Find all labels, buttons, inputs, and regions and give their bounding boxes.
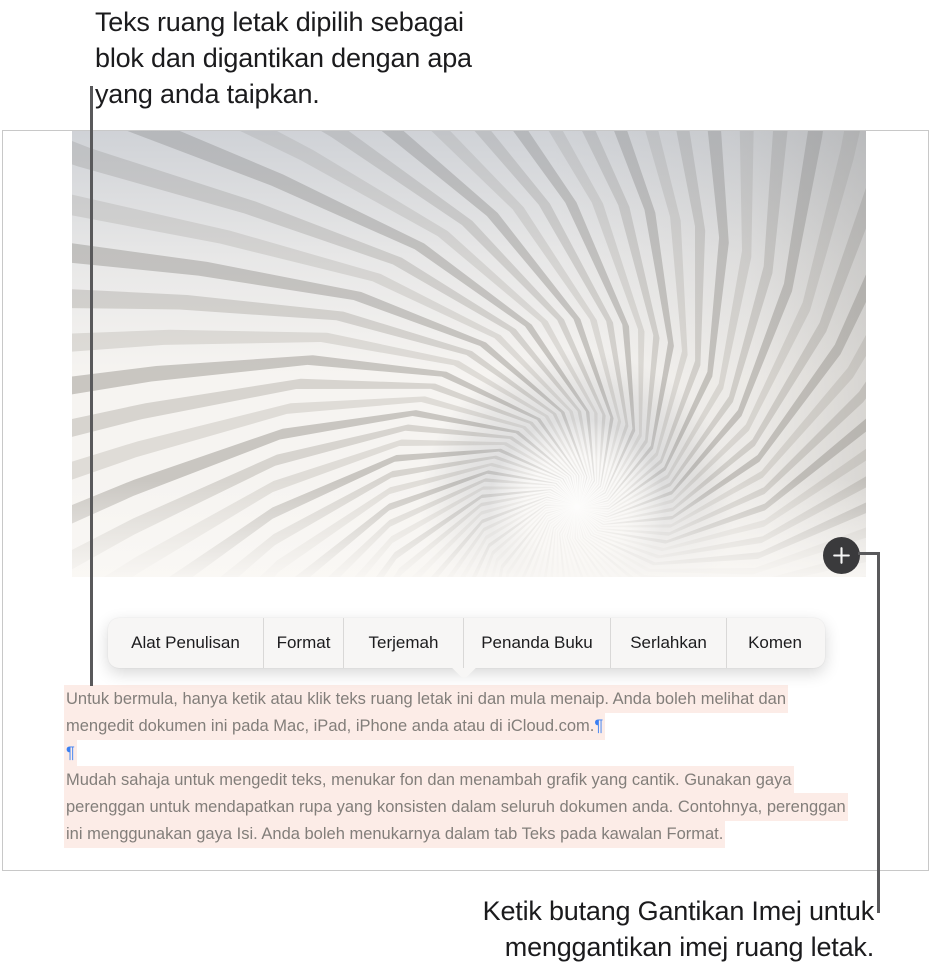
callout-bottom-text: [483, 893, 874, 965]
paragraph2-line3: ini menggunakan gaya Isi. Anda boleh menukarnya dalam tab Teks pada kawalan Format.: [66, 825, 724, 843]
callout-bottom-line-1: Ketik butang Gantikan Imej untuk: [482, 896, 874, 926]
context-menu: [108, 618, 825, 668]
menu-item-bookmark[interactable]: Penanda Buku: [464, 618, 611, 668]
menu-item-format[interactable]: Format: [264, 618, 344, 668]
placeholder-image[interactable]: [72, 131, 866, 577]
text-line-1: [64, 686, 884, 713]
callout-line-right-horizontal: [858, 552, 879, 555]
text-line-3: [64, 740, 884, 767]
callout-line-top: [90, 86, 93, 686]
text-line-2: [64, 713, 884, 740]
text-line-4: [64, 767, 884, 794]
text-line-6: [64, 821, 884, 848]
paragraph1-line2: mengedit dokumen ini pada Mac, iPad, iPhone anda atau di iCloud.com.: [66, 717, 595, 735]
menu-item-translate[interactable]: Terjemah: [344, 618, 464, 668]
pilcrow-mark: ¶: [66, 744, 75, 762]
callout-top-line-1: Teks ruang letak dipilih sebagai: [95, 7, 464, 37]
menu-item-comment[interactable]: Komen: [727, 618, 823, 668]
plus-icon: [831, 545, 852, 566]
menu-item-highlight[interactable]: Serlahkan: [611, 618, 727, 668]
document-page: [2, 130, 929, 871]
paragraph2-line1: Mudah sahaja untuk mengedit teks, menukar fon dan menambah grafik yang cantik. Gunakan gaya: [66, 771, 792, 789]
text-line-5: [64, 794, 884, 821]
callout-line-right-vertical: [877, 552, 880, 913]
callout-top-line-2: blok dan digantikan dengan apa: [95, 43, 472, 73]
replace-image-button[interactable]: [823, 537, 860, 574]
callout-top-line-3: yang anda taipkan.: [95, 79, 320, 109]
paragraph2-line2: perenggan untuk mendapatkan rupa yang konsisten dalam seluruh dokumen anda. Contohnya, perenggan: [66, 798, 846, 816]
callout-bottom-line-2: menggantikan imej ruang letak.: [504, 932, 874, 962]
callout-top-text: [95, 4, 472, 112]
paragraph1-line1: Untuk bermula, hanya ketik atau klik teks ruang letak ini dan mula menaip. Anda boleh melihat dan: [66, 690, 787, 708]
spiral-artwork: [72, 131, 866, 577]
placeholder-text-block[interactable]: [64, 686, 884, 848]
menu-item-writing-tools[interactable]: Alat Penulisan: [108, 618, 264, 668]
pilcrow-mark: ¶: [594, 717, 604, 735]
